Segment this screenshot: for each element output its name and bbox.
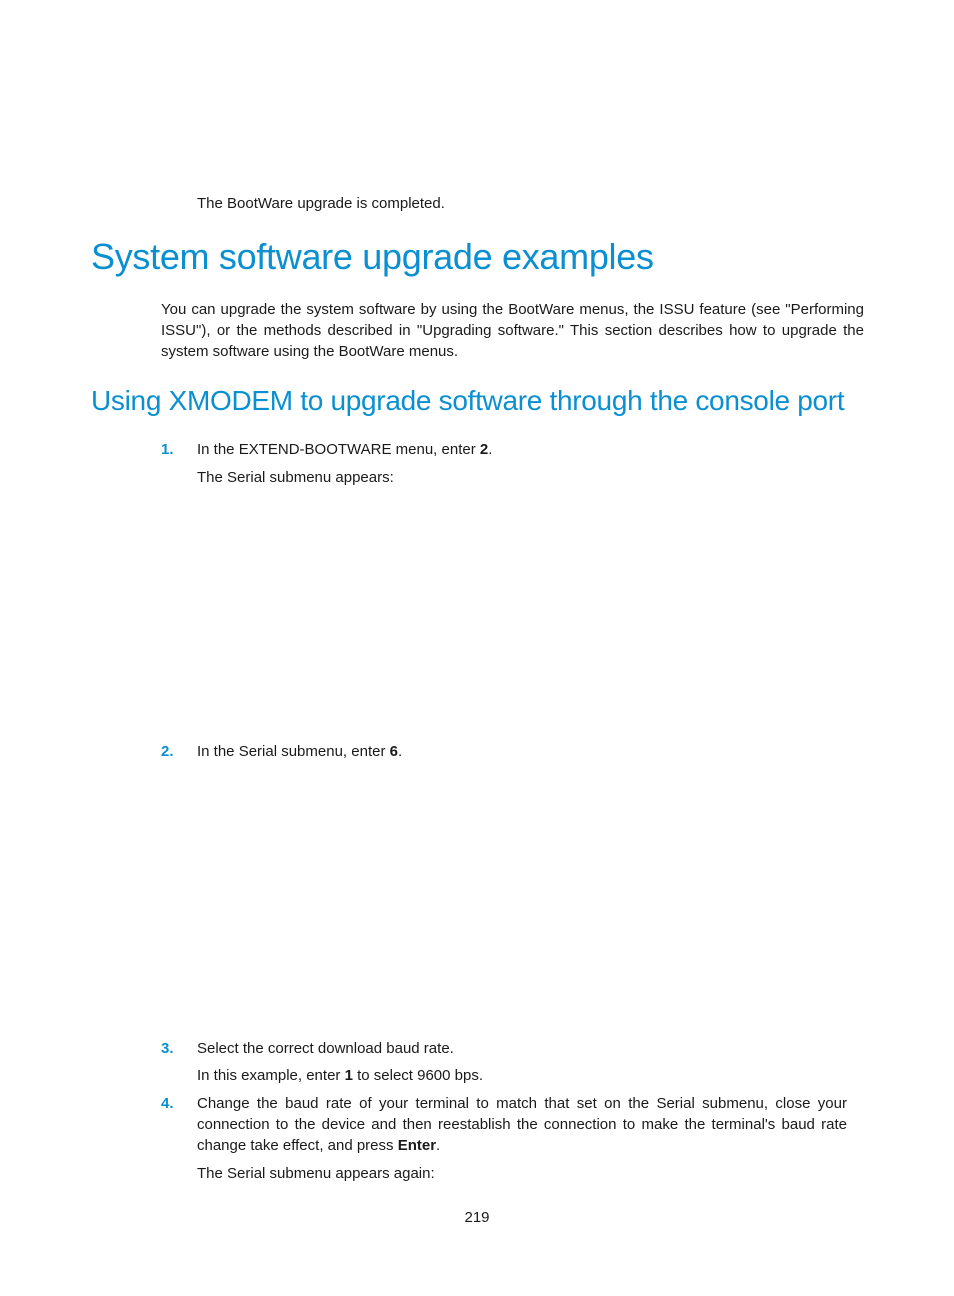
intro-line: The BootWare upgrade is completed. bbox=[197, 195, 445, 212]
step-note: In this example, enter 1 to select 9600 bps. bbox=[197, 1067, 484, 1084]
step-number: 1. bbox=[161, 441, 174, 458]
page-title: System software upgrade examples bbox=[91, 236, 654, 277]
step-number: 2. bbox=[161, 743, 174, 760]
step-number: 3. bbox=[161, 1040, 174, 1057]
page-number: 219 bbox=[464, 1209, 490, 1226]
section-paragraph: You can upgrade the system software by using the BootWare menus, the ISSU feature (see "Performing ISSU"), or the methods described in "Upgrading software." This section describes how to upgrade the system software using the BootWare menus. bbox=[161, 301, 864, 360]
step-text: Change the baud rate of your terminal to match that set on the Serial submenu, close your connection to the device and then reestablish the connection to make the terminal's baud rate change take effect, and press Enter. bbox=[197, 1095, 847, 1154]
step-number: 4. bbox=[161, 1095, 174, 1112]
step-note: The Serial submenu appears again: bbox=[197, 1165, 435, 1182]
step-text: In the Serial submenu, enter 6. bbox=[197, 743, 403, 760]
step-text: In the EXTEND-BOOTWARE menu, enter 2. bbox=[197, 441, 493, 458]
step-note: The Serial submenu appears: bbox=[197, 469, 394, 486]
step-text: Select the correct download baud rate. bbox=[197, 1040, 454, 1057]
section-heading: Using XMODEM to upgrade software through the console port bbox=[91, 385, 845, 416]
